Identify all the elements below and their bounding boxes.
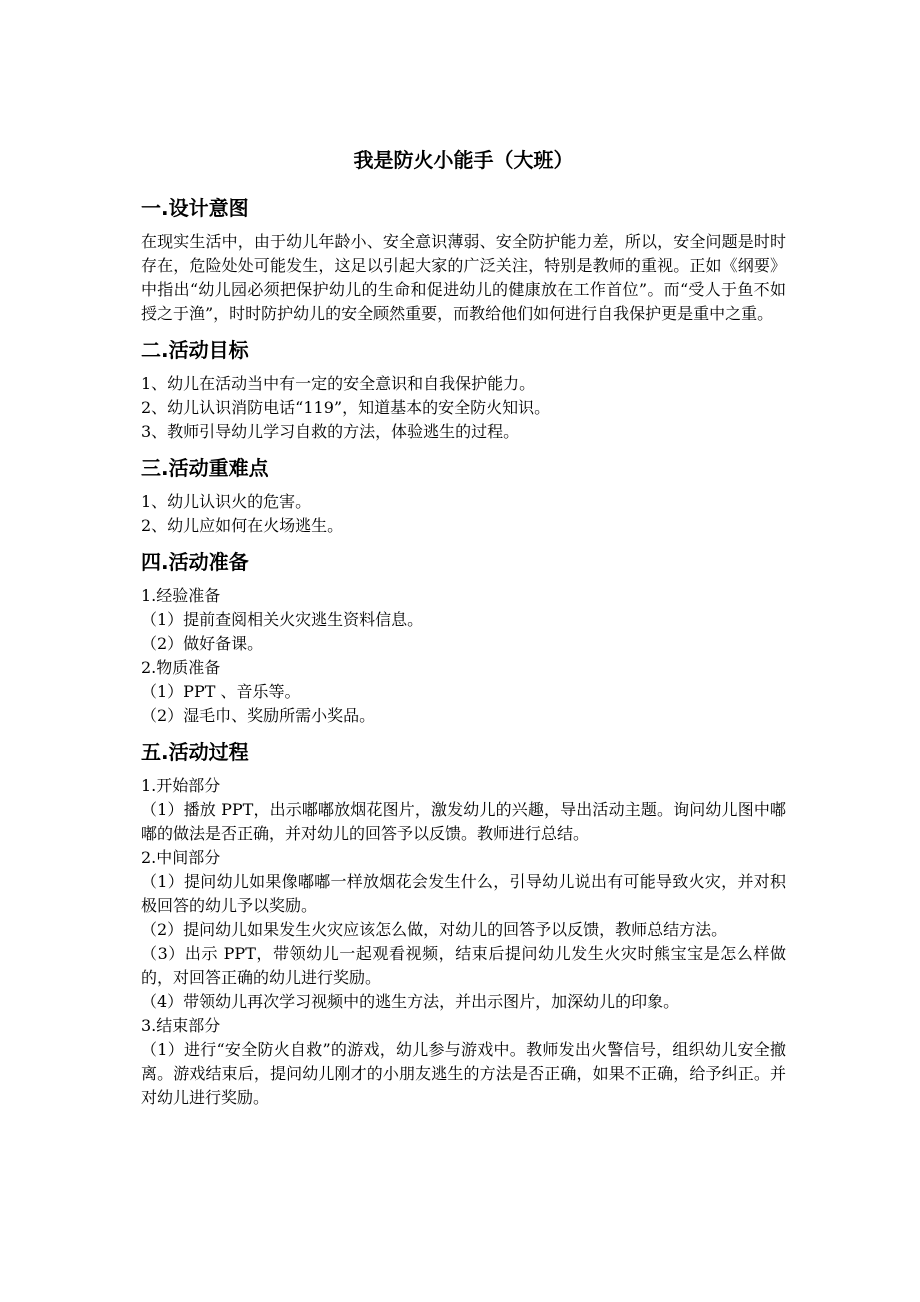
list-item: （1）提问幼儿如果像嘟嘟一样放烟花会发生什么，引导幼儿说出有可能导致火灾，并对积极回答的幼儿予以奖励。 — [141, 872, 786, 915]
section-activity-process — [141, 738, 786, 1110]
list-item: 1、幼儿在活动当中有一定的安全意识和自我保护能力。 — [141, 374, 536, 393]
section-activity-goals — [141, 336, 786, 444]
list-item: （1）进行“安全防火自救”的游戏，幼儿参与游戏中。教师发出火警信号，组织幼儿安全撤离。游戏结束后，提问幼儿刚才的小朋友逃生的方法是否正确，如果不正确，给予纠正。并对幼儿进行奖励。 — [141, 1040, 786, 1107]
section-preparation — [141, 548, 786, 728]
list-item: 3、教师引导幼儿学习自救的方法，体验逃生的过程。 — [141, 422, 520, 441]
list-item: 3.结束部分 — [141, 1016, 221, 1035]
list-item: （1）PPT 、音乐等。 — [141, 682, 301, 701]
list-item: 2.中间部分 — [141, 848, 221, 867]
section-heading: 三.活动重难点 — [141, 456, 269, 480]
section-heading: 四.活动准备 — [141, 550, 249, 574]
document-title: 我是防火小能手（大班） — [353, 148, 574, 172]
section-heading: 一.设计意图 — [141, 196, 249, 220]
paragraph: 在现实生活中，由于幼儿年龄小、安全意识薄弱、安全防护能力差，所以，安全问题是时时存在，危险处处可能发生，这足以引起大家的广泛关注，特别是教师的重视。正如《纲要》中指出“幼儿园必须把保护幼儿的生命和促进幼儿的健康放在工作首位”。而“受人于鱼不如授之于渔”，时时防护幼儿的安全顾然重要，而教给他们如何进行自我保护更是重中之重。 — [141, 232, 786, 323]
list-item: 1.开始部分 — [141, 776, 221, 795]
list-item: （2）做好备课。 — [141, 634, 264, 653]
list-item: （3）出示 PPT，带领幼儿一起观看视频，结束后提问幼儿发生火灾时熊宝宝是怎么样做的，对回答正确的幼儿进行奖励。 — [141, 944, 786, 987]
section-design-intent — [141, 194, 786, 326]
section-heading: 五.活动过程 — [141, 740, 249, 764]
list-item: 1、幼儿认识火的危害。 — [141, 492, 312, 511]
section-heading: 二.活动目标 — [141, 338, 249, 362]
list-item: （2）提问幼儿如果发生火灾应该怎么做，对幼儿的回答予以反馈，教师总结方法。 — [141, 920, 728, 939]
list-item: 1.经验准备 — [141, 586, 221, 605]
document-page — [141, 146, 786, 1120]
list-item: （1）提前查阅相关火灾逃生资料信息。 — [141, 610, 424, 629]
list-item: 2、幼儿应如何在火场逃生。 — [141, 516, 344, 535]
list-item: 2.物质准备 — [141, 658, 221, 677]
list-item: 2、幼儿认识消防电话“119”，知道基本的安全防火知识。 — [141, 398, 551, 417]
list-item: （1）播放 PPT，出示嘟嘟放烟花图片，激发幼儿的兴趣，导出活动主题。询问幼儿图中嘟嘟的做法是否正确，并对幼儿的回答予以反馈。教师进行总结。 — [141, 800, 786, 843]
section-key-points — [141, 454, 786, 538]
list-item: （4）带领幼儿再次学习视频中的逃生方法，并出示图片，加深幼儿的印象。 — [141, 992, 680, 1011]
list-item: （2）湿毛巾、奖励所需小奖品。 — [141, 706, 376, 725]
